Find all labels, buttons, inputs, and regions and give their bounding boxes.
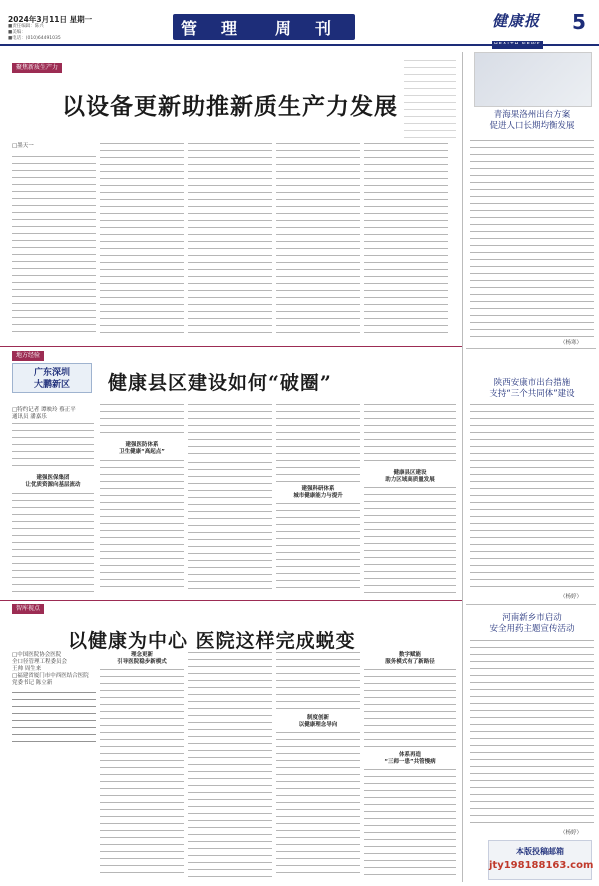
- sidebar-title: 陕西安康市出台措施 支持“三个共同体”建设: [489, 378, 575, 399]
- article-body: [364, 487, 456, 593]
- masthead: [0, 0, 599, 46]
- column-divider: [462, 52, 463, 882]
- article-body: [188, 143, 272, 339]
- section-rule: [0, 600, 462, 601]
- sidebar-body: [470, 404, 594, 592]
- article-body: [364, 669, 456, 747]
- byline: □特约记者 谭映玲 蔡正平 通讯员 潘嘉乐: [12, 407, 76, 420]
- subheading: 建强医防体系 卫生健康“高起点”: [119, 442, 165, 455]
- section-tag: 地方经验: [12, 351, 44, 361]
- article-body: [100, 143, 184, 339]
- article-intro: [12, 692, 96, 748]
- kicker: 广东深圳 大鹏新区: [33, 368, 70, 390]
- subheading: 数字赋能 服务模式有了新路径: [385, 652, 435, 665]
- article-body: [276, 732, 360, 879]
- article-body: [276, 503, 360, 593]
- article-body: [12, 423, 94, 471]
- sidebar-body: [470, 640, 594, 826]
- divider: [466, 348, 596, 349]
- article-body: [276, 652, 360, 710]
- sidebar-body: [470, 140, 594, 338]
- submission-label: 本版投稿邮箱: [516, 846, 564, 856]
- article-body: [188, 652, 272, 879]
- banner-char: 管: [181, 19, 200, 38]
- photo: [474, 52, 592, 107]
- subheading: 体系再造 “三师一患”共管慢病: [384, 752, 436, 765]
- byline: □墨天一: [12, 143, 34, 149]
- article-body: [276, 143, 360, 339]
- masthead-rule: [0, 44, 599, 46]
- designer-line: ■美编：: [8, 30, 26, 35]
- headline: 以设备更新助推新质生产力发展: [62, 93, 398, 120]
- article-body: [100, 669, 184, 879]
- article-body: [364, 404, 456, 462]
- page-number: 5: [572, 10, 586, 34]
- section-tag: 聚焦新质生产力: [12, 63, 62, 73]
- article-body: [12, 156, 96, 338]
- signature: （杨婷）: [560, 594, 583, 600]
- article-body: [364, 143, 448, 339]
- subheading: 建强医保集团 让优质资源向基层流动: [25, 475, 81, 488]
- article-body: [100, 460, 184, 593]
- divider: [466, 604, 596, 605]
- phone-line: ■电话：(010)64491035: [8, 36, 61, 41]
- section-rule: [0, 346, 462, 347]
- banner-char: 刊: [315, 19, 334, 38]
- sidebar-title: 河南新乡市启动 安全用药主题宣传活动: [489, 613, 575, 634]
- section-tag: 智库视点: [12, 604, 44, 614]
- article-body: [12, 493, 94, 593]
- banner-char: 理: [221, 19, 240, 38]
- headline: 以健康为中心 医院这样完成蜕变: [68, 630, 356, 652]
- editor-info: [8, 24, 61, 42]
- byline: □中国医院协会医院 全口径管理工程委员会 王帅 周生来 □福建省厦门市中西医结合医院 党委书记 陈立新: [12, 652, 89, 686]
- subheading: 健康县区建设 助力区域高质量发展: [385, 470, 435, 483]
- article-body: [188, 404, 272, 460]
- brand-logo: 健康报: [492, 12, 541, 30]
- kicker-box: [12, 363, 92, 393]
- headline: 健康县区建设如何“破圈”: [108, 372, 332, 394]
- signature: （杨寒）: [560, 340, 583, 346]
- subheading: 建强科研体系 城市健康能力与提升: [293, 486, 343, 499]
- section-banner: [173, 14, 355, 40]
- submission-box: [488, 840, 592, 880]
- article-body: [276, 404, 360, 482]
- submission-email: jty198188163.com: [489, 860, 594, 871]
- banner-char: 周: [275, 19, 294, 38]
- subheading: 理念更新 引导医院稳步新模式: [117, 652, 167, 665]
- article-body: [100, 404, 184, 438]
- editor-line: ■责任编辑：陈兴: [8, 24, 44, 29]
- subheading: 制度创新 以健康理念导向: [298, 715, 338, 728]
- issue-date: 2024年3月11日 星期一: [8, 15, 93, 24]
- sidebar-title: 青海果洛州出台方案 促进人口长期均衡发展: [489, 110, 575, 131]
- article-body: [404, 60, 456, 140]
- signature: （杨婷）: [560, 830, 583, 836]
- article-body: [364, 769, 456, 879]
- article-body: [188, 462, 272, 593]
